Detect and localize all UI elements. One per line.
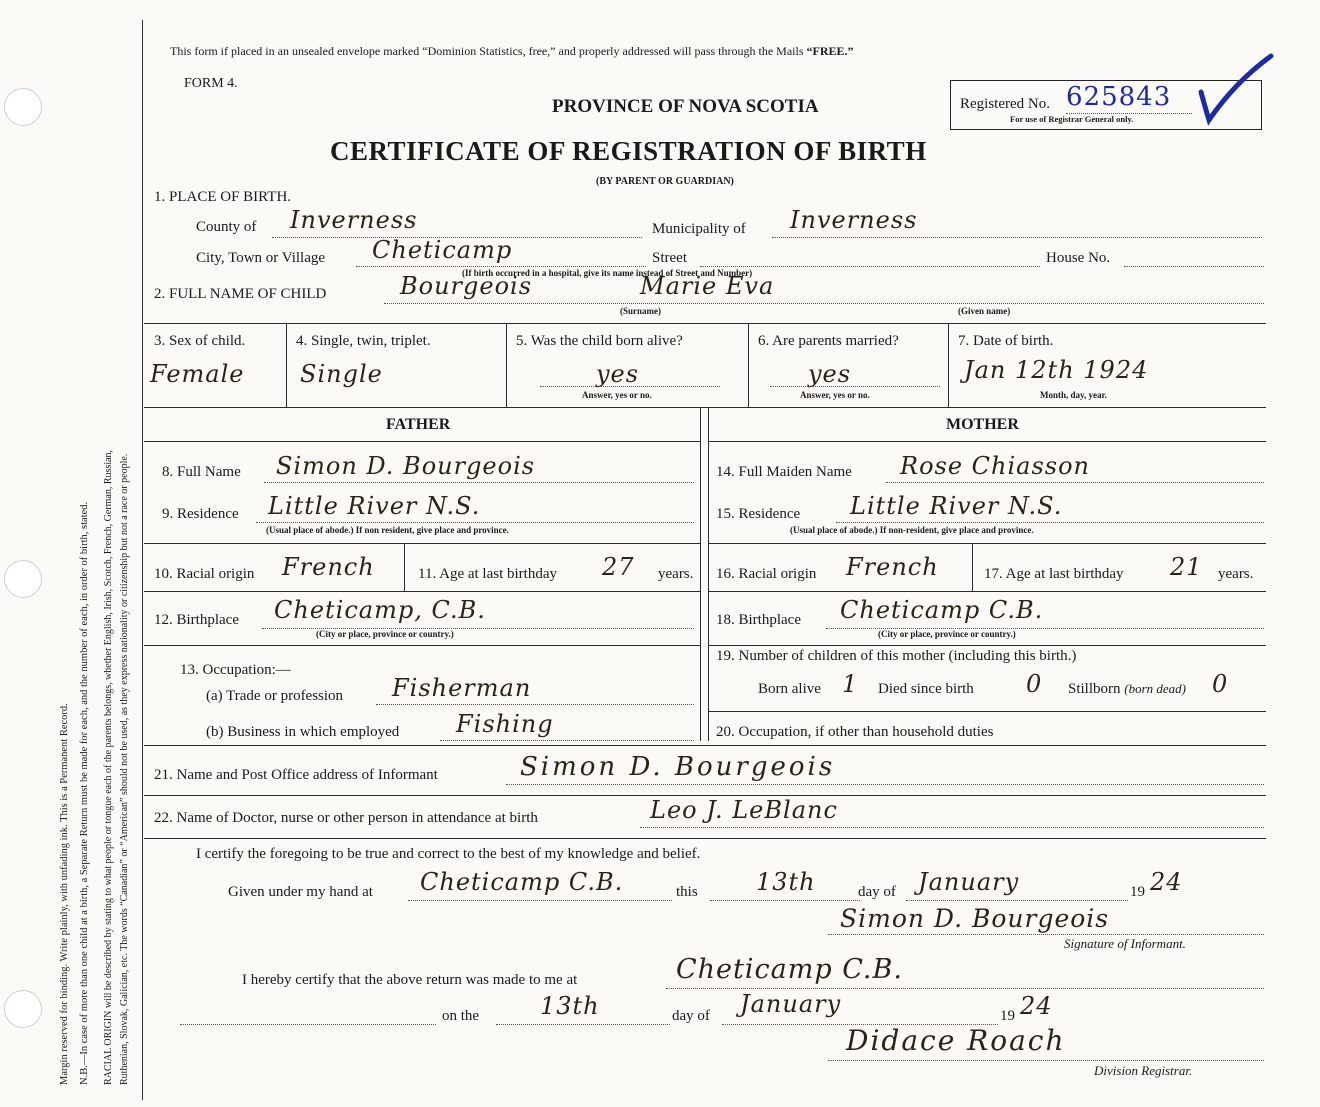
municipality-line — [772, 237, 1262, 238]
registrar-year-suffix: 24 — [1020, 992, 1053, 1020]
registrar-year-prefix: 19 — [1000, 1008, 1015, 1024]
divider — [708, 543, 1266, 544]
mother-birthplace-note: (City or place, province or country.) — [878, 629, 1016, 639]
registrar-signature: Didace Roach — [846, 1024, 1066, 1057]
registered-note: For use of Registrar General only. — [1010, 114, 1134, 124]
divider — [708, 441, 1266, 442]
doctor-line — [640, 827, 1264, 828]
divider — [144, 645, 700, 646]
father-age-label: 11. Age at last birthday — [418, 566, 557, 582]
surname-note: (Surname) — [620, 306, 661, 316]
given-name-note: (Given name) — [958, 306, 1011, 316]
father-residence-label: 9. Residence — [162, 506, 239, 522]
registered-number: 625843 — [1066, 82, 1172, 112]
father-residence-line — [256, 522, 694, 523]
answer-note: Answer, yes or no. — [582, 390, 652, 400]
mother-heading: MOTHER — [946, 416, 1019, 433]
father-age: 27 — [602, 553, 635, 581]
year-prefix: 19 — [1130, 884, 1145, 900]
born-alive-question: 5. Was the child born alive? — [516, 333, 683, 349]
given-place-line — [408, 900, 672, 901]
informant-line — [506, 784, 1264, 785]
divider — [404, 543, 405, 591]
trade-line — [376, 704, 694, 705]
mother-occupation-label: 20. Occupation, if other than household duties — [716, 724, 994, 740]
column-divider — [700, 407, 701, 741]
divider — [286, 323, 287, 407]
binding-hole — [4, 88, 42, 126]
informant-label: 21. Name and Post Office address of Informant — [154, 767, 438, 783]
divider — [144, 591, 700, 592]
signature-label: Signature of Informant. — [1064, 936, 1186, 951]
divider — [144, 543, 700, 544]
mail-notice — [170, 44, 854, 59]
divider — [144, 323, 1266, 324]
registrar-day-of: day of — [672, 1008, 710, 1024]
stillborn-count: 0 — [1212, 670, 1229, 698]
divider — [506, 323, 507, 407]
registrar-signature-line — [828, 1060, 1264, 1061]
mother-birthplace-label: 18. Birthplace — [716, 612, 801, 628]
house-line — [1124, 266, 1264, 267]
house-label: House No. — [1046, 250, 1111, 266]
child-name-line — [384, 303, 1264, 304]
answer-note: Answer, yes or no. — [800, 390, 870, 400]
stillborn-label — [1068, 681, 1186, 698]
year-suffix: 24 — [1150, 868, 1183, 896]
married-question: 6. Are parents married? — [758, 333, 899, 349]
mail-notice-text: This form if placed in an unsealed envelope marked “Dominion Statistics, free,” and properly addressed will pass through the Mails — [170, 44, 804, 58]
given-place: Cheticamp C.B. — [420, 868, 624, 896]
divider — [144, 407, 1266, 408]
municipality-label: Municipality of — [652, 221, 746, 237]
mother-years: years. — [1218, 566, 1254, 582]
form-number: FORM 4. — [184, 76, 238, 91]
column-divider — [708, 407, 709, 741]
municipality-value: Inverness — [790, 206, 918, 234]
stillborn-text: Stillborn — [1068, 681, 1121, 697]
father-years: years. — [658, 566, 694, 582]
registrar-place: Cheticamp C.B. — [676, 954, 903, 985]
this-label: this — [676, 884, 698, 900]
father-birthplace: Cheticamp, C.B. — [274, 596, 486, 624]
on-the-label: on the — [442, 1008, 480, 1024]
binding-margin-rule — [142, 20, 143, 1100]
sex-label: 3. Sex of child. — [154, 333, 246, 349]
margin-note-line-1: Margin reserved for binding. Write plainly, with unfading ink. This is a Permanent Record. — [59, 703, 70, 1085]
stillborn-note: (born dead) — [1124, 681, 1187, 696]
page-subtitle: (BY PARENT OR GUARDIAN) — [596, 176, 734, 187]
mother-racial-label: 16. Racial origin — [716, 566, 817, 582]
divider — [708, 645, 1266, 646]
check-mark-icon — [1195, 52, 1275, 132]
dob-value: Jan 12th 1924 — [964, 356, 1149, 384]
sex-value: Female — [150, 360, 245, 388]
day-of-label: day of — [858, 884, 896, 900]
father-birthplace-note: (City or place, province or country.) — [316, 629, 454, 639]
street-label: Street — [652, 250, 687, 266]
doctor-value: Leo J. LeBlanc — [650, 796, 838, 824]
given-month-line — [906, 900, 1128, 901]
city-value: Cheticamp — [372, 236, 513, 264]
child-name-label: 2. FULL NAME OF CHILD — [154, 286, 327, 302]
trade-label: (a) Trade or profession — [206, 688, 344, 704]
divider — [972, 543, 973, 591]
county-value: Inverness — [290, 206, 418, 234]
registrar-day-line — [496, 1024, 670, 1025]
divider — [708, 591, 1266, 592]
divider — [948, 323, 949, 407]
registered-label: Registered No. — [960, 96, 1050, 112]
given-under-label: Given under my hand at — [228, 884, 373, 900]
mother-residence-line — [836, 522, 1264, 523]
margin-note-line-3: RACIAL ORIGIN will be described by stating to what people or tongue each of the parents belongs, whether English, Irish, Scotch, French, German, Russian, — [103, 449, 114, 1085]
margin-note-line-2: N.B.—In case of more than one child at a birth, a Separate Return must be made for each, and the number of each, in order of birth, stated. — [79, 501, 90, 1085]
plurality-value: Single — [300, 360, 383, 388]
answer-line — [540, 386, 720, 387]
answer-line — [770, 386, 940, 387]
father-trade: Fisherman — [392, 674, 532, 702]
mother-residence: Little River N.S. — [850, 492, 1063, 520]
province-heading: PROVINCE OF NOVA SCOTIA — [552, 96, 819, 117]
divider — [144, 441, 700, 442]
plurality-label: 4. Single, twin, triplet. — [296, 333, 431, 349]
registrar-place-line — [666, 988, 1264, 989]
child-given-name: Marie Eva — [640, 272, 775, 300]
father-racial-label: 10. Racial origin — [154, 566, 255, 582]
father-racial-origin: French — [282, 553, 375, 581]
mother-residence-note: (Usual place of abode.) If non-resident, give place and province. — [790, 525, 1034, 535]
father-name-line — [264, 482, 694, 483]
business-label: (b) Business in which employed — [206, 724, 400, 740]
informant-value: Simon D. Bourgeois — [520, 752, 836, 782]
city-label: City, Town or Village — [196, 250, 326, 266]
mother-racial-origin: French — [846, 553, 939, 581]
mail-notice-free: “FREE.” — [806, 44, 854, 58]
divider — [144, 838, 1266, 839]
mother-birthplace: Cheticamp C.B. — [840, 596, 1044, 624]
given-month: January — [918, 868, 1020, 896]
child-surname: Bourgeois — [400, 272, 533, 300]
mother-residence-label: 15. Residence — [716, 506, 801, 522]
registrar-month: January — [740, 990, 842, 1018]
married-answer: yes — [808, 360, 852, 388]
died-count: 0 — [1026, 670, 1043, 698]
mother-name-label: 14. Full Maiden Name — [716, 464, 852, 480]
registrar-left-line — [180, 1024, 436, 1025]
signature-line — [828, 934, 1264, 935]
given-day-line — [710, 900, 860, 901]
binding-hole — [4, 560, 42, 598]
registrar-signature-label: Division Registrar. — [1094, 1063, 1193, 1078]
street-line — [700, 266, 1040, 267]
father-residence-note: (Usual place of abode.) If non resident, give place and province. — [266, 525, 509, 535]
divider — [748, 323, 749, 407]
informant-signature: Simon D. Bourgeois — [840, 904, 1110, 933]
born-alive-count: 1 — [842, 670, 859, 698]
mother-age: 21 — [1170, 553, 1203, 581]
died-label: Died since birth — [878, 681, 974, 697]
children-count-label: 19. Number of children of this mother (including this birth.) — [716, 648, 1077, 664]
hospital-note: (If birth occurred in a hospital, give its name instead of Street and Number) — [462, 268, 753, 278]
born-alive-answer: yes — [596, 360, 640, 388]
city-line — [356, 266, 646, 267]
father-business: Fishing — [456, 710, 554, 738]
place-of-birth-heading: 1. PLACE OF BIRTH. — [154, 189, 292, 205]
doctor-label: 22. Name of Doctor, nurse or other person in attendance at birth — [154, 810, 538, 826]
binding-hole — [4, 990, 42, 1028]
mother-name: Rose Chiasson — [900, 452, 1091, 480]
county-label: County of — [196, 219, 257, 235]
mother-age-label: 17. Age at last birthday — [984, 566, 1124, 582]
dob-note: Month, day, year. — [1040, 390, 1107, 400]
occupation-label: 13. Occupation:— — [180, 662, 291, 678]
father-residence: Little River N.S. — [268, 492, 481, 520]
born-alive-label: Born alive — [758, 681, 821, 697]
dob-label: 7. Date of birth. — [958, 333, 1054, 349]
registrar-statement: I hereby certify that the above return was made to me at — [242, 972, 578, 988]
margin-note-line-4: Ruthenian, Slovak, Galician, etc. The words “Canadian” or “American” should not be used, as they express nationality or citizenship but not a race or people. — [119, 453, 130, 1085]
page-title: CERTIFICATE OF REGISTRATION OF BIRTH — [330, 136, 927, 166]
given-day: 13th — [756, 868, 816, 896]
business-line — [440, 740, 694, 741]
certification-statement: I certify the foregoing to be true and correct to the best of my knowledge and belief. — [196, 846, 701, 862]
mother-name-line — [886, 482, 1264, 483]
father-heading: FATHER — [386, 416, 451, 433]
divider — [708, 711, 1266, 712]
father-name-label: 8. Full Name — [162, 464, 241, 480]
divider — [144, 745, 1266, 746]
registrar-day: 13th — [540, 992, 600, 1020]
father-birthplace-label: 12. Birthplace — [154, 612, 239, 628]
father-name: Simon D. Bourgeois — [276, 452, 536, 480]
